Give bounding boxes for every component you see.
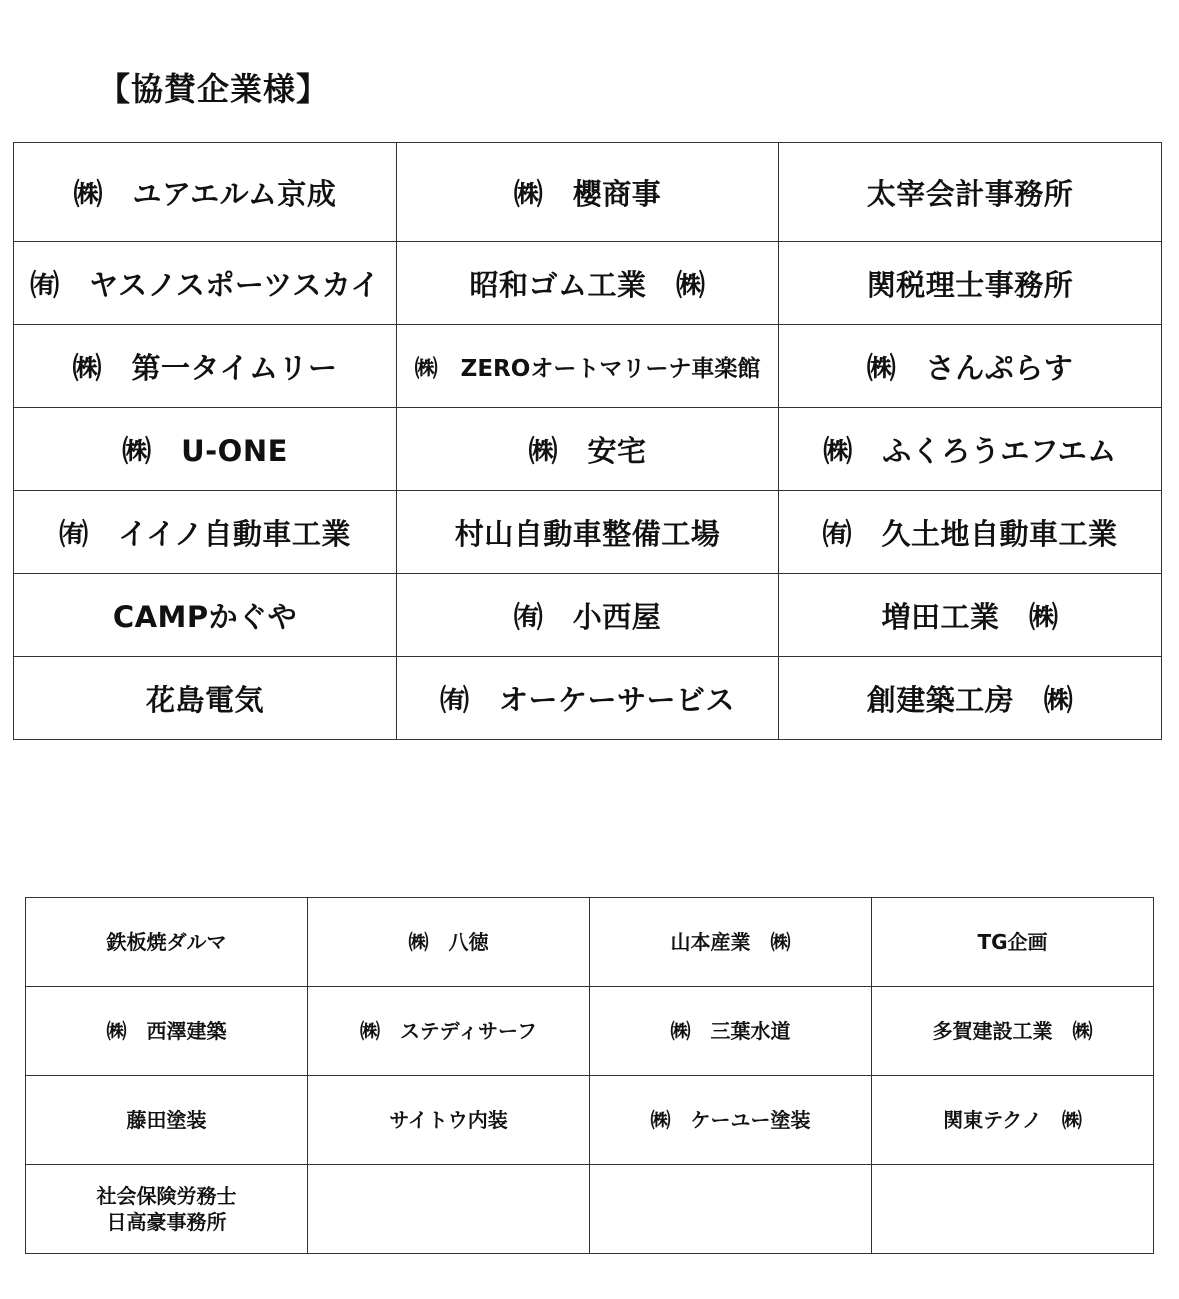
sponsor-cell: ㈱ 八徳 <box>308 898 590 987</box>
table-row <box>14 242 1162 325</box>
table-row <box>14 325 1162 408</box>
empty-cell <box>872 1165 1154 1254</box>
sponsor-cell: 鉄板焼ダルマ <box>26 898 308 987</box>
sponsor-cell: ㈲ イイノ自動車工業 <box>14 491 397 574</box>
sponsor-cell: ㈱ 櫻商事 <box>397 143 779 242</box>
sponsor-cell: 藤田塗装 <box>26 1076 308 1165</box>
section-heading: 【協賛企業様】 <box>98 70 330 108</box>
sponsor-cell: 村山自動車整備工場 <box>397 491 779 574</box>
sponsor-cell: ㈲ オーケーサービス <box>397 657 779 740</box>
sponsor-cell: ㈱ 西澤建築 <box>26 987 308 1076</box>
sponsor-cell: 多賀建設工業 ㈱ <box>872 987 1154 1076</box>
sponsor-cell: ㈲ 久土地自動車工業 <box>779 491 1162 574</box>
sponsor-cell: ㈱ さんぷらす <box>779 325 1162 408</box>
sponsor-cell: 山本産業 ㈱ <box>590 898 872 987</box>
sponsor-cell: ㈱ ふくろうエフエム <box>779 408 1162 491</box>
empty-cell <box>590 1165 872 1254</box>
sponsor-cell: ㈱ 安宅 <box>397 408 779 491</box>
sponsor-cell: 創建築工房 ㈱ <box>779 657 1162 740</box>
empty-cell <box>308 1165 590 1254</box>
sponsor-cell: 太宰会計事務所 <box>779 143 1162 242</box>
other-sponsor-table <box>25 897 1154 1254</box>
sponsor-cell: ㈱ ケーユー塗装 <box>590 1076 872 1165</box>
table-row <box>14 143 1162 242</box>
table-row <box>14 408 1162 491</box>
sponsor-cell: 増田工業 ㈱ <box>779 574 1162 657</box>
table-row <box>26 1165 1154 1254</box>
table-row <box>14 574 1162 657</box>
sponsor-cell: 社会保険労務士 日高豪事務所 <box>26 1165 308 1254</box>
sponsor-cell: ㈱ 第一タイムリー <box>14 325 397 408</box>
sponsor-cell: ㈲ 小西屋 <box>397 574 779 657</box>
sponsor-cell: 関東テクノ ㈱ <box>872 1076 1154 1165</box>
sponsor-cell: ㈱ U-ONE <box>14 408 397 491</box>
sponsor-cell: TG企画 <box>872 898 1154 987</box>
sponsor-cell: CAMPかぐや <box>14 574 397 657</box>
table-row <box>26 898 1154 987</box>
sponsor-cell: ㈱ 三葉水道 <box>590 987 872 1076</box>
table-row <box>14 491 1162 574</box>
sponsor-cell: サイトウ内装 <box>308 1076 590 1165</box>
table-row <box>26 1076 1154 1165</box>
sponsor-cell: ㈱ ZEROオートマリーナ車楽館 <box>397 325 779 408</box>
sponsor-cell: ㈱ ユアエルム京成 <box>14 143 397 242</box>
sponsor-cell: 花島電気 <box>14 657 397 740</box>
table-row <box>26 987 1154 1076</box>
sponsor-cell: 関税理士事務所 <box>779 242 1162 325</box>
main-sponsor-table <box>13 142 1162 740</box>
sponsor-cell: ㈲ ヤスノスポーツスカイ <box>14 242 397 325</box>
sponsor-cell: 昭和ゴム工業 ㈱ <box>397 242 779 325</box>
table-row <box>14 657 1162 740</box>
sponsor-cell: ㈱ ステディサーフ <box>308 987 590 1076</box>
